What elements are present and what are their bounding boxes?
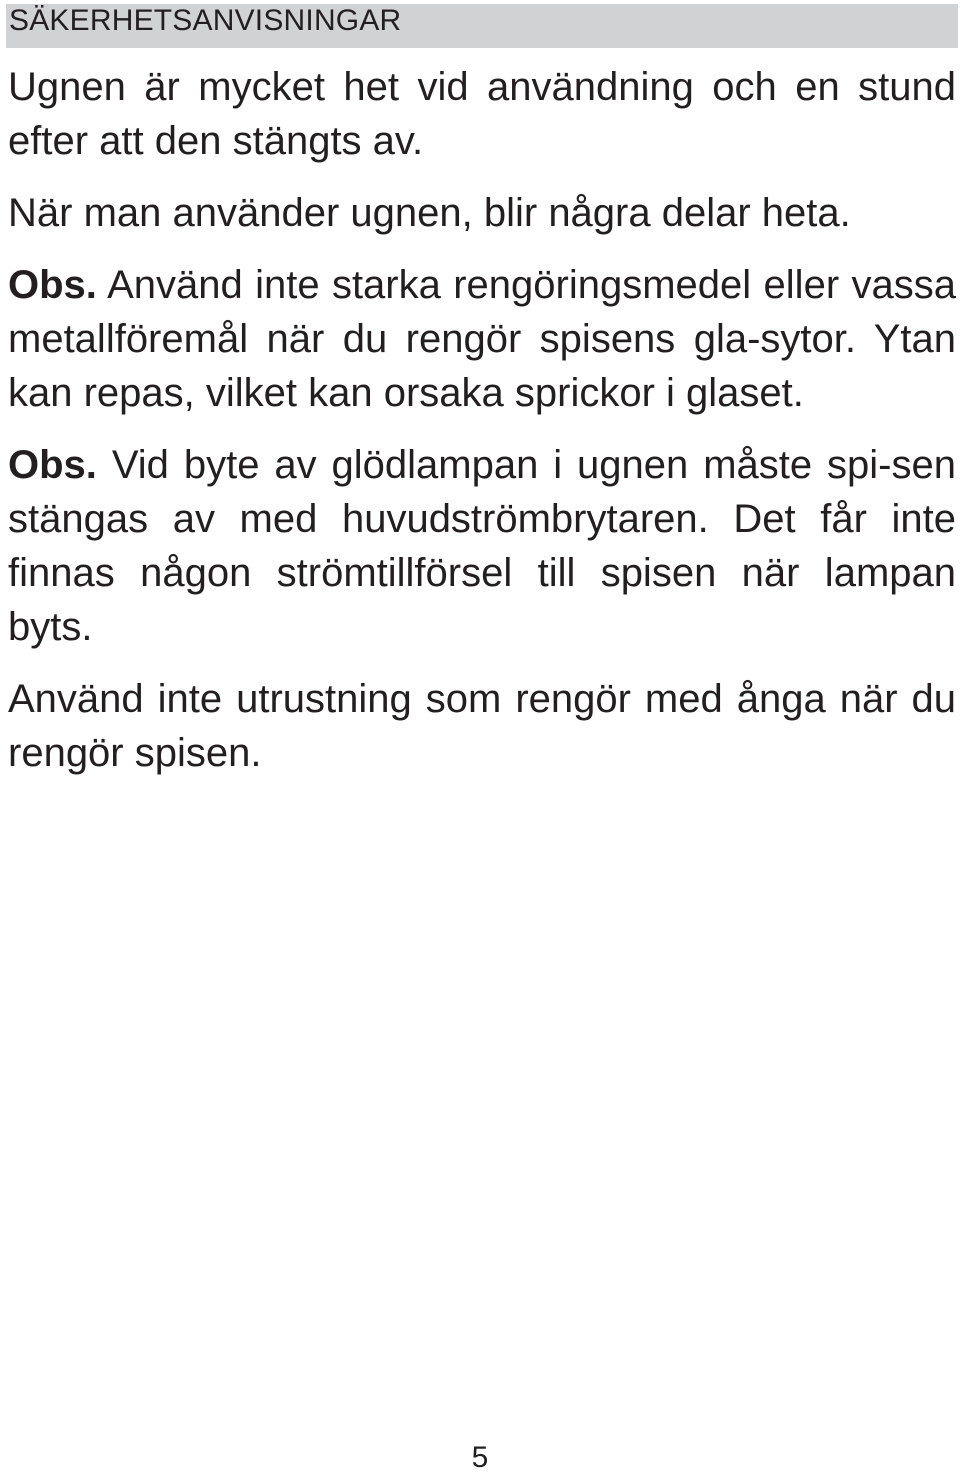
obs-label: Obs.	[8, 263, 97, 307]
paragraph-text: Använd inte starka rengöringsmedel eller vassa metallföremål när du rengör spisens gla-sytor. Ytan kan repas, vilket kan orsaka sprickor i glaset.	[8, 263, 956, 415]
page-number: 5	[471, 1441, 489, 1474]
paragraph-cleaning-warning	[8, 258, 956, 420]
section-title: SÄKERHETSANVISNINGAR	[9, 4, 402, 37]
paragraph-bulb-replacement	[8, 438, 956, 654]
paragraph-text: Vid byte av glödlampan i ugnen måste spi-sen stängas av med huvudströmbrytaren. Det får inte finnas någon strömtillförsel till spisen när lampan byts.	[8, 443, 956, 649]
paragraph-parts-hot	[8, 186, 956, 240]
safety-instructions-body	[8, 60, 956, 780]
obs-label: Obs.	[8, 443, 97, 487]
paragraph-steam-cleaning	[8, 672, 956, 780]
paragraph-text: När man använder ugnen, blir några delar heta.	[8, 191, 851, 235]
section-header-bar	[6, 4, 958, 48]
paragraph-text: Ugnen är mycket het vid användning och en stund efter att den stängts av.	[8, 65, 956, 163]
paragraph-text: Använd inte utrustning som rengör med ånga när du rengör spisen.	[8, 677, 956, 775]
paragraph-oven-hot	[8, 60, 956, 168]
